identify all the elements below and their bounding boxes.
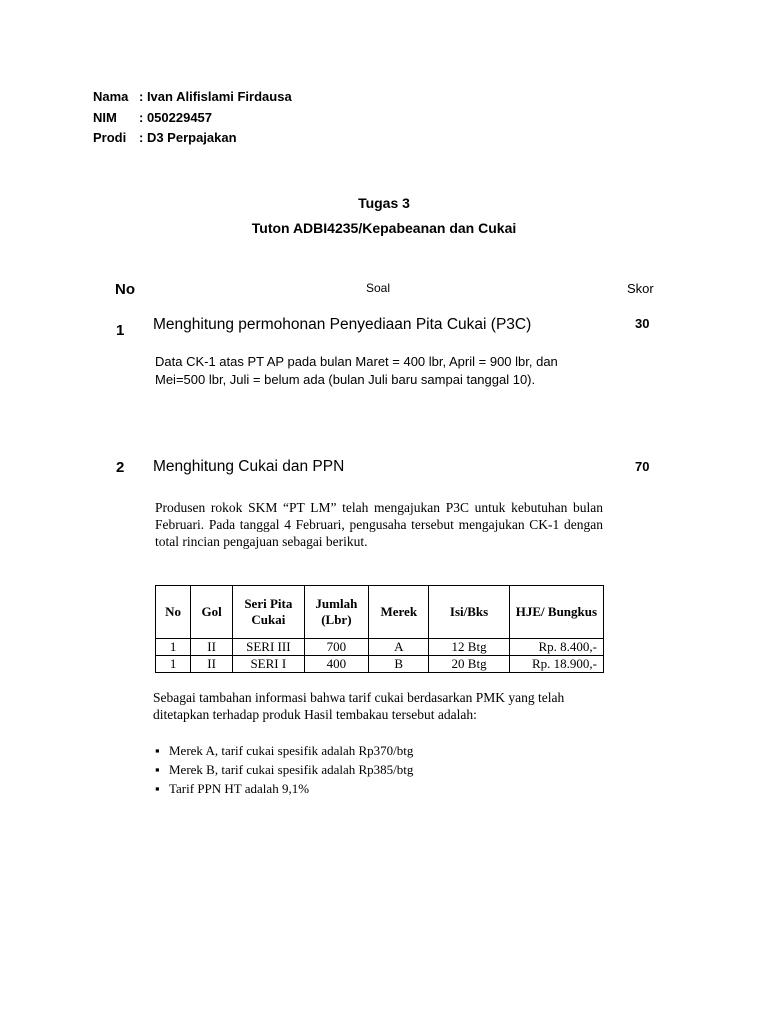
table-cell: B	[369, 656, 429, 673]
identity-label: NIM	[93, 110, 117, 125]
identity-label: Prodi	[93, 130, 127, 145]
list-item-text: Tarif PPN HT adalah 9,1%	[169, 781, 310, 796]
col-hje: HJE/ Bungkus	[509, 586, 603, 639]
table-cell: 1	[156, 639, 191, 656]
table-cell: A	[369, 639, 429, 656]
col-merek: Merek	[369, 586, 429, 639]
list-item	[155, 741, 413, 760]
doc-subtitle: Tuton ADBI4235/Kepabeanan dan Cukai	[251, 220, 517, 236]
bullet-icon: ▪	[155, 762, 160, 777]
identity-value: : Ivan Alifislami Firdausa	[139, 89, 292, 104]
q2-intro: Produsen rokok SKM “PT LM” telah mengajukan P3C untuk kebutuhan bulan Februari. Pada tanggal 4 Februari, pengusaha tersebut mengajukan CK-1 dengan total rincian pengajuan sebagai berikut.	[155, 500, 603, 549]
list-item	[155, 760, 413, 779]
identity-value: : 050229457	[139, 110, 213, 125]
col-no: No	[156, 586, 191, 639]
bullet-icon: ▪	[155, 743, 160, 758]
q2-info: Sebagai tambahan informasi bahwa tarif cukai berdasarkan PMK yang telah ditetapkan terhadap produk Hasil tembakau tersebut adalah:	[153, 690, 565, 722]
header-skor: Skor	[627, 281, 654, 296]
identity-row-nim	[93, 110, 212, 125]
col-isi: Isi/Bks	[429, 586, 510, 639]
q1-score: 30	[635, 316, 650, 331]
bullet-icon: ▪	[155, 781, 160, 796]
q1-text-line2: Mei=500 lbr, Juli = belum ada (bulan Juli baru sampai tanggal 10).	[155, 372, 536, 387]
list-item	[155, 779, 413, 798]
table-cell: 400	[304, 656, 369, 673]
q2-number: 2	[116, 459, 125, 476]
ck1-table	[155, 585, 604, 673]
list-item-text: Merek A, tarif cukai spesifik adalah Rp370/btg	[169, 743, 414, 758]
list-item-text: Merek B, tarif cukai spesifik adalah Rp385/btg	[169, 762, 414, 777]
identity-value: : D3 Perpajakan	[139, 130, 237, 145]
table-cell: 700	[304, 639, 369, 656]
table-cell: II	[191, 656, 233, 673]
table-header-row	[156, 586, 604, 639]
q2-score: 70	[635, 459, 650, 474]
header-soal: Soal	[366, 281, 391, 295]
identity-row-prodi	[93, 130, 237, 145]
table-row	[156, 656, 604, 673]
doc-title: Tugas 3	[358, 195, 410, 211]
table-cell: 12 Btg	[429, 639, 510, 656]
tariff-list	[155, 741, 413, 798]
q1-text-line1: Data CK-1 atas PT AP pada bulan Maret = 400 lbr, April = 900 lbr, dan	[155, 354, 558, 369]
q1-title: Menghitung permohonan Penyediaan Pita Cukai (P3C)	[153, 316, 532, 333]
table-row	[156, 639, 604, 656]
q2-title: Menghitung Cukai dan PPN	[153, 458, 345, 475]
identity-label: Nama	[93, 89, 129, 104]
header-no: No	[115, 281, 135, 298]
table-cell: SERI I	[233, 656, 304, 673]
col-gol: Gol	[191, 586, 233, 639]
col-seri: Seri Pita Cukai	[233, 586, 304, 639]
table-cell: 1	[156, 656, 191, 673]
table-cell: II	[191, 639, 233, 656]
table-cell: SERI III	[233, 639, 304, 656]
col-jumlah: Jumlah (Lbr)	[304, 586, 369, 639]
table-cell: Rp. 8.400,-	[509, 639, 603, 656]
identity-row-nama	[93, 89, 292, 104]
table-cell: Rp. 18.900,-	[509, 656, 603, 673]
q1-number: 1	[116, 322, 125, 339]
table-cell: 20 Btg	[429, 656, 510, 673]
